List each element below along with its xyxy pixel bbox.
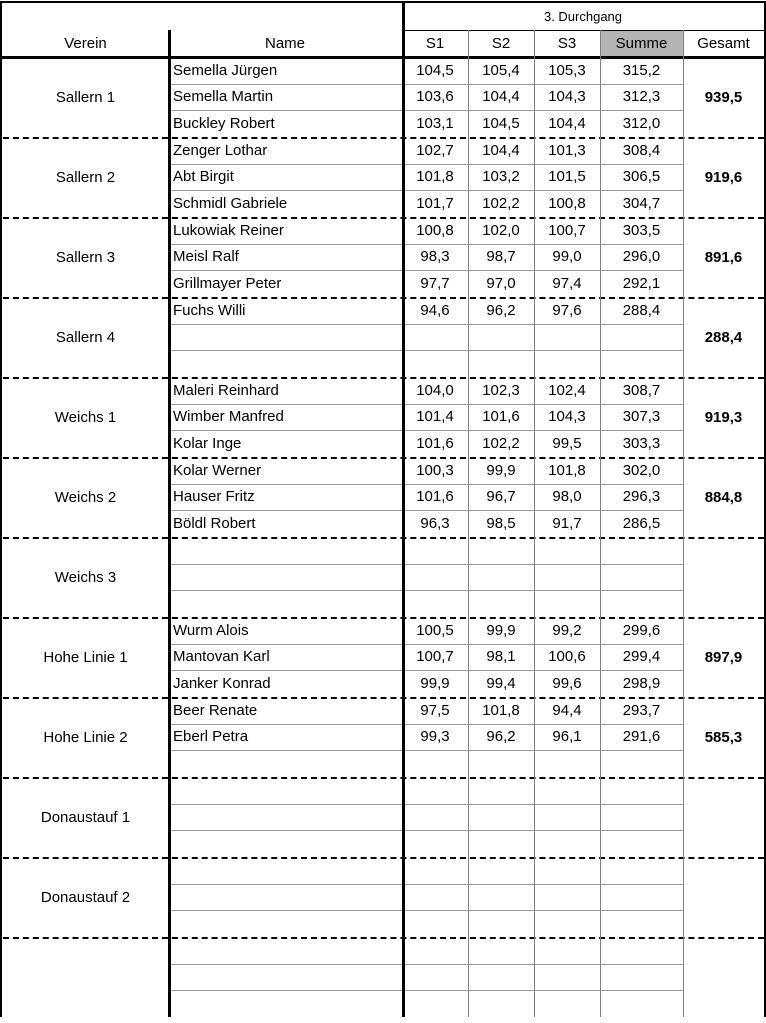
score-s1: 99,3 bbox=[420, 728, 450, 746]
row-divider bbox=[170, 190, 402, 191]
score-s1: 100,7 bbox=[416, 648, 454, 666]
score-summe bbox=[600, 590, 683, 617]
s3-header: S3 bbox=[557, 35, 577, 52]
s2-header: S2 bbox=[491, 35, 511, 52]
score-summe bbox=[600, 964, 683, 991]
score-summe: 291,6 bbox=[622, 728, 661, 746]
team-separator bbox=[3, 297, 764, 299]
verein-name-divider bbox=[168, 30, 171, 1017]
shooter-name: Kolar Werner bbox=[173, 461, 262, 479]
score-s3 bbox=[534, 750, 600, 777]
score-s2: 101,6 bbox=[482, 408, 520, 426]
score-s1: 100,3 bbox=[416, 461, 454, 479]
score-summe bbox=[600, 857, 683, 884]
row-divider bbox=[404, 590, 683, 591]
column-divider bbox=[534, 30, 535, 1017]
gesamt-cell: 919,3 bbox=[704, 408, 743, 426]
name-score-divider bbox=[402, 1, 405, 1017]
shooter-name: Schmidl Gabriele bbox=[173, 195, 288, 213]
score-s1: 104,5 bbox=[416, 61, 454, 79]
score-s2: 102,0 bbox=[482, 221, 520, 239]
score-s1: 101,8 bbox=[416, 168, 454, 186]
score-s2 bbox=[468, 910, 534, 937]
row-divider bbox=[404, 884, 683, 885]
score-s2: 105,4 bbox=[482, 61, 520, 79]
row-divider bbox=[170, 324, 402, 325]
shooter-name bbox=[168, 537, 402, 564]
score-s1: 96,3 bbox=[420, 515, 450, 533]
shooter-name: Zenger Lothar bbox=[173, 141, 268, 159]
score-s2: 103,2 bbox=[482, 168, 520, 186]
shooter-name bbox=[168, 857, 402, 884]
score-s1: 100,8 bbox=[416, 221, 454, 239]
gesamt-cell: 288,4 bbox=[704, 328, 743, 346]
score-summe bbox=[600, 830, 683, 857]
verein-cell: Donaustauf 2 bbox=[40, 888, 131, 906]
verein-cell: Weichs 1 bbox=[54, 408, 117, 426]
score-s1 bbox=[402, 857, 468, 884]
score-summe: 307,3 bbox=[622, 408, 661, 426]
score-summe: 296,0 bbox=[622, 248, 661, 266]
score-s3 bbox=[534, 910, 600, 937]
verein-cell: Weichs 3 bbox=[54, 568, 117, 586]
score-s1: 99,9 bbox=[420, 675, 450, 693]
score-s2 bbox=[468, 324, 534, 351]
shooter-name bbox=[168, 990, 402, 1017]
gesamt-cell: 939,5 bbox=[704, 88, 743, 106]
shooter-name: Hauser Fritz bbox=[173, 488, 255, 506]
row-divider bbox=[170, 404, 402, 405]
team-separator bbox=[3, 697, 764, 699]
gesamt-cell: 919,6 bbox=[704, 168, 743, 186]
score-s1 bbox=[402, 537, 468, 564]
shooter-name bbox=[168, 324, 402, 351]
score-s1 bbox=[402, 937, 468, 964]
score-s1 bbox=[402, 990, 468, 1017]
row-divider bbox=[170, 750, 402, 751]
gesamt-cell bbox=[683, 857, 764, 937]
score-summe: 286,5 bbox=[622, 515, 661, 533]
score-s2 bbox=[468, 537, 534, 564]
shooter-name bbox=[168, 910, 402, 937]
score-s2: 96,2 bbox=[486, 301, 516, 319]
shooter-name: Wurm Alois bbox=[173, 621, 249, 639]
score-summe bbox=[600, 910, 683, 937]
score-s3 bbox=[534, 537, 600, 564]
score-s3: 98,0 bbox=[552, 488, 582, 506]
row-divider bbox=[404, 830, 683, 831]
row-divider bbox=[404, 164, 683, 165]
shooter-name bbox=[168, 777, 402, 804]
row-divider bbox=[404, 724, 683, 725]
shooter-name: Wimber Manfred bbox=[173, 408, 284, 426]
score-s1: 97,5 bbox=[420, 701, 450, 719]
score-summe bbox=[600, 564, 683, 591]
row-divider bbox=[404, 484, 683, 485]
row-divider bbox=[170, 84, 402, 85]
row-divider bbox=[170, 110, 402, 111]
score-s2 bbox=[468, 750, 534, 777]
verein-cell: Sallern 4 bbox=[55, 328, 116, 346]
score-summe: 299,4 bbox=[622, 648, 661, 666]
score-summe: 302,0 bbox=[622, 461, 661, 479]
score-s3: 101,3 bbox=[548, 141, 586, 159]
score-summe bbox=[600, 990, 683, 1017]
score-s2: 96,2 bbox=[486, 728, 516, 746]
score-summe: 303,3 bbox=[622, 435, 661, 453]
row-divider bbox=[404, 244, 683, 245]
score-s1: 103,1 bbox=[416, 115, 454, 133]
row-divider bbox=[170, 590, 402, 591]
gesamt-cell: 884,8 bbox=[704, 488, 743, 506]
score-s3: 100,8 bbox=[548, 195, 586, 213]
score-s2 bbox=[468, 590, 534, 617]
verein-cell: Sallern 3 bbox=[55, 248, 116, 266]
shooter-name bbox=[168, 350, 402, 377]
row-divider bbox=[170, 724, 402, 725]
team-separator bbox=[3, 377, 764, 379]
column-divider bbox=[600, 30, 601, 1017]
row-divider bbox=[404, 910, 683, 911]
row-divider bbox=[404, 430, 683, 431]
score-s3: 104,3 bbox=[548, 408, 586, 426]
row-divider bbox=[404, 964, 683, 965]
verein-cell: Weichs 2 bbox=[54, 488, 117, 506]
shooter-name: Kolar Inge bbox=[173, 435, 242, 453]
summe-header: Summe bbox=[615, 35, 668, 52]
row-divider bbox=[170, 244, 402, 245]
gesamt-cell: 897,9 bbox=[704, 648, 743, 666]
shooter-name bbox=[168, 830, 402, 857]
score-s2 bbox=[468, 804, 534, 831]
score-summe bbox=[600, 750, 683, 777]
score-summe: 304,7 bbox=[622, 195, 661, 213]
score-s3: 100,6 bbox=[548, 648, 586, 666]
shooter-name: Abt Birgit bbox=[173, 168, 234, 186]
score-s1: 98,3 bbox=[420, 248, 450, 266]
score-s3: 100,7 bbox=[548, 221, 586, 239]
score-s1: 94,6 bbox=[420, 301, 450, 319]
score-s3: 96,1 bbox=[552, 728, 582, 746]
header-bottom-line bbox=[0, 56, 766, 59]
shooter-name: Böldl Robert bbox=[173, 515, 256, 533]
score-s1 bbox=[402, 964, 468, 991]
row-divider bbox=[404, 350, 683, 351]
score-s3: 99,2 bbox=[552, 621, 582, 639]
score-s3 bbox=[534, 804, 600, 831]
score-s3 bbox=[534, 777, 600, 804]
score-s2 bbox=[468, 937, 534, 964]
row-divider bbox=[404, 644, 683, 645]
shooter-name: Eberl Petra bbox=[173, 728, 249, 746]
score-s3 bbox=[534, 350, 600, 377]
score-s1 bbox=[402, 324, 468, 351]
score-summe: 315,2 bbox=[622, 61, 661, 79]
shooter-name: Semella Martin bbox=[173, 88, 274, 106]
shooter-name bbox=[168, 964, 402, 991]
score-s3: 101,8 bbox=[548, 461, 586, 479]
team-separator bbox=[3, 137, 764, 139]
row-divider bbox=[170, 484, 402, 485]
score-s2: 96,7 bbox=[486, 488, 516, 506]
score-s1 bbox=[402, 830, 468, 857]
score-s2 bbox=[468, 884, 534, 911]
score-summe: 308,4 bbox=[622, 141, 661, 159]
score-summe bbox=[600, 937, 683, 964]
row-divider bbox=[170, 804, 402, 805]
score-s3: 94,4 bbox=[552, 701, 582, 719]
row-divider bbox=[170, 644, 402, 645]
score-summe bbox=[600, 324, 683, 351]
score-s3: 99,0 bbox=[552, 248, 582, 266]
shooter-name bbox=[168, 884, 402, 911]
score-summe: 299,6 bbox=[622, 621, 661, 639]
shooter-name: Fuchs Willi bbox=[173, 301, 246, 319]
row-divider bbox=[404, 804, 683, 805]
row-divider bbox=[170, 430, 402, 431]
shooter-name bbox=[168, 937, 402, 964]
verein-cell: Sallern 1 bbox=[55, 88, 116, 106]
score-s3 bbox=[534, 857, 600, 884]
row-divider bbox=[404, 510, 683, 511]
team-separator bbox=[3, 457, 764, 459]
row-divider bbox=[170, 670, 402, 671]
row-divider bbox=[404, 990, 683, 991]
score-s1: 104,0 bbox=[416, 381, 454, 399]
row-divider bbox=[170, 564, 402, 565]
score-summe: 306,5 bbox=[622, 168, 661, 186]
score-summe: 308,7 bbox=[622, 381, 661, 399]
shooter-name bbox=[168, 590, 402, 617]
row-divider bbox=[404, 110, 683, 111]
score-s1: 101,6 bbox=[416, 435, 454, 453]
score-s2: 98,5 bbox=[486, 515, 516, 533]
team-separator bbox=[3, 617, 764, 619]
row-divider bbox=[170, 270, 402, 271]
row-divider bbox=[404, 270, 683, 271]
shooter-name: Meisl Ralf bbox=[173, 248, 239, 266]
score-s1: 101,7 bbox=[416, 195, 454, 213]
row-divider bbox=[404, 670, 683, 671]
score-summe: 288,4 bbox=[622, 301, 661, 319]
score-summe bbox=[600, 537, 683, 564]
score-s3: 104,4 bbox=[548, 115, 586, 133]
score-s1: 100,5 bbox=[416, 621, 454, 639]
score-s2: 102,3 bbox=[482, 381, 520, 399]
score-s2 bbox=[468, 830, 534, 857]
score-s2: 99,4 bbox=[486, 675, 516, 693]
score-s1 bbox=[402, 804, 468, 831]
score-s3 bbox=[534, 990, 600, 1017]
score-summe: 312,0 bbox=[622, 115, 661, 133]
team-separator bbox=[3, 857, 764, 859]
verein-cell bbox=[3, 937, 168, 1017]
gesamt-cell bbox=[683, 537, 764, 617]
score-s3: 91,7 bbox=[552, 515, 582, 533]
score-s3: 99,5 bbox=[552, 435, 582, 453]
score-s2: 99,9 bbox=[486, 461, 516, 479]
score-s2: 97,0 bbox=[486, 275, 516, 293]
score-s3 bbox=[534, 830, 600, 857]
row-divider bbox=[170, 164, 402, 165]
score-s2: 99,9 bbox=[486, 621, 516, 639]
score-summe: 293,7 bbox=[622, 701, 661, 719]
team-separator bbox=[3, 937, 764, 939]
score-s1: 102,7 bbox=[416, 141, 454, 159]
score-summe: 303,5 bbox=[622, 221, 661, 239]
shooter-name: Lukowiak Reiner bbox=[173, 221, 284, 239]
shooter-name: Semella Jürgen bbox=[173, 61, 278, 79]
score-s3 bbox=[534, 564, 600, 591]
row-divider bbox=[170, 830, 402, 831]
score-s1: 103,6 bbox=[416, 88, 454, 106]
verein-header: Verein bbox=[64, 35, 107, 52]
outer-border bbox=[0, 1, 766, 3]
row-divider bbox=[170, 990, 402, 991]
score-summe bbox=[600, 350, 683, 377]
score-s3 bbox=[534, 937, 600, 964]
shooter-name: Beer Renate bbox=[173, 701, 258, 719]
score-s2: 104,4 bbox=[482, 141, 520, 159]
durchgang-header: 3. Durchgang bbox=[543, 9, 623, 24]
score-s1 bbox=[402, 777, 468, 804]
score-s1 bbox=[402, 750, 468, 777]
row-divider bbox=[404, 190, 683, 191]
score-s1: 101,4 bbox=[416, 408, 454, 426]
row-divider bbox=[170, 510, 402, 511]
verein-cell: Hohe Linie 2 bbox=[43, 728, 128, 746]
team-separator bbox=[3, 217, 764, 219]
shooter-name bbox=[168, 564, 402, 591]
name-header: Name bbox=[264, 35, 305, 52]
score-summe bbox=[600, 804, 683, 831]
score-s1 bbox=[402, 884, 468, 911]
score-s2: 101,8 bbox=[482, 701, 520, 719]
shooter-name: Grillmayer Peter bbox=[173, 275, 282, 293]
shooter-name bbox=[168, 804, 402, 831]
shooter-name: Buckley Robert bbox=[173, 115, 275, 133]
team-separator bbox=[3, 777, 764, 779]
row-divider bbox=[404, 564, 683, 565]
score-s2 bbox=[468, 350, 534, 377]
outer-border bbox=[0, 1, 2, 1017]
row-divider bbox=[404, 750, 683, 751]
gesamt-cell: 585,3 bbox=[704, 728, 743, 746]
score-summe bbox=[600, 884, 683, 911]
team-separator bbox=[3, 537, 764, 539]
row-divider bbox=[404, 84, 683, 85]
score-summe bbox=[600, 777, 683, 804]
score-s3: 105,3 bbox=[548, 61, 586, 79]
score-s3: 101,5 bbox=[548, 168, 586, 186]
score-s3 bbox=[534, 964, 600, 991]
score-s1 bbox=[402, 350, 468, 377]
score-s2 bbox=[468, 564, 534, 591]
verein-cell: Hohe Linie 1 bbox=[43, 648, 128, 666]
score-s3: 99,6 bbox=[552, 675, 582, 693]
score-s2 bbox=[468, 777, 534, 804]
score-s3: 97,4 bbox=[552, 275, 582, 293]
shooter-name: Mantovan Karl bbox=[173, 648, 270, 666]
row-divider bbox=[170, 350, 402, 351]
score-s1: 101,6 bbox=[416, 488, 454, 506]
score-s2: 98,7 bbox=[486, 248, 516, 266]
score-s3 bbox=[534, 324, 600, 351]
score-s3 bbox=[534, 590, 600, 617]
verein-cell: Sallern 2 bbox=[55, 168, 116, 186]
header-line bbox=[402, 30, 764, 31]
score-s2: 102,2 bbox=[482, 195, 520, 213]
gesamt-cell bbox=[683, 937, 764, 1017]
row-divider bbox=[170, 884, 402, 885]
score-summe: 292,1 bbox=[622, 275, 661, 293]
score-s2: 104,5 bbox=[482, 115, 520, 133]
score-s1 bbox=[402, 910, 468, 937]
gesamt-header: Gesamt bbox=[697, 35, 750, 52]
score-summe: 298,9 bbox=[622, 675, 661, 693]
s1-header: S1 bbox=[425, 35, 445, 52]
shooter-name: Janker Konrad bbox=[173, 675, 271, 693]
score-s3 bbox=[534, 884, 600, 911]
shooter-name: Maleri Reinhard bbox=[173, 381, 279, 399]
score-summe: 296,3 bbox=[622, 488, 661, 506]
score-summe: 312,3 bbox=[622, 88, 661, 106]
score-s2 bbox=[468, 990, 534, 1017]
row-divider bbox=[170, 910, 402, 911]
score-s3: 97,6 bbox=[552, 301, 582, 319]
verein-cell: Donaustauf 1 bbox=[40, 808, 131, 826]
column-divider bbox=[468, 30, 469, 1017]
score-s2: 104,4 bbox=[482, 88, 520, 106]
score-s2: 102,2 bbox=[482, 435, 520, 453]
row-divider bbox=[404, 324, 683, 325]
score-s3: 104,3 bbox=[548, 88, 586, 106]
score-s1 bbox=[402, 590, 468, 617]
score-s2 bbox=[468, 964, 534, 991]
row-divider bbox=[404, 404, 683, 405]
row-divider bbox=[170, 964, 402, 965]
score-s3: 102,4 bbox=[548, 381, 586, 399]
column-divider bbox=[683, 30, 684, 1017]
score-s1: 97,7 bbox=[420, 275, 450, 293]
score-s2 bbox=[468, 857, 534, 884]
shooter-name bbox=[168, 750, 402, 777]
score-s1 bbox=[402, 564, 468, 591]
score-s2: 98,1 bbox=[486, 648, 516, 666]
gesamt-cell bbox=[683, 777, 764, 857]
gesamt-cell: 891,6 bbox=[704, 248, 743, 266]
